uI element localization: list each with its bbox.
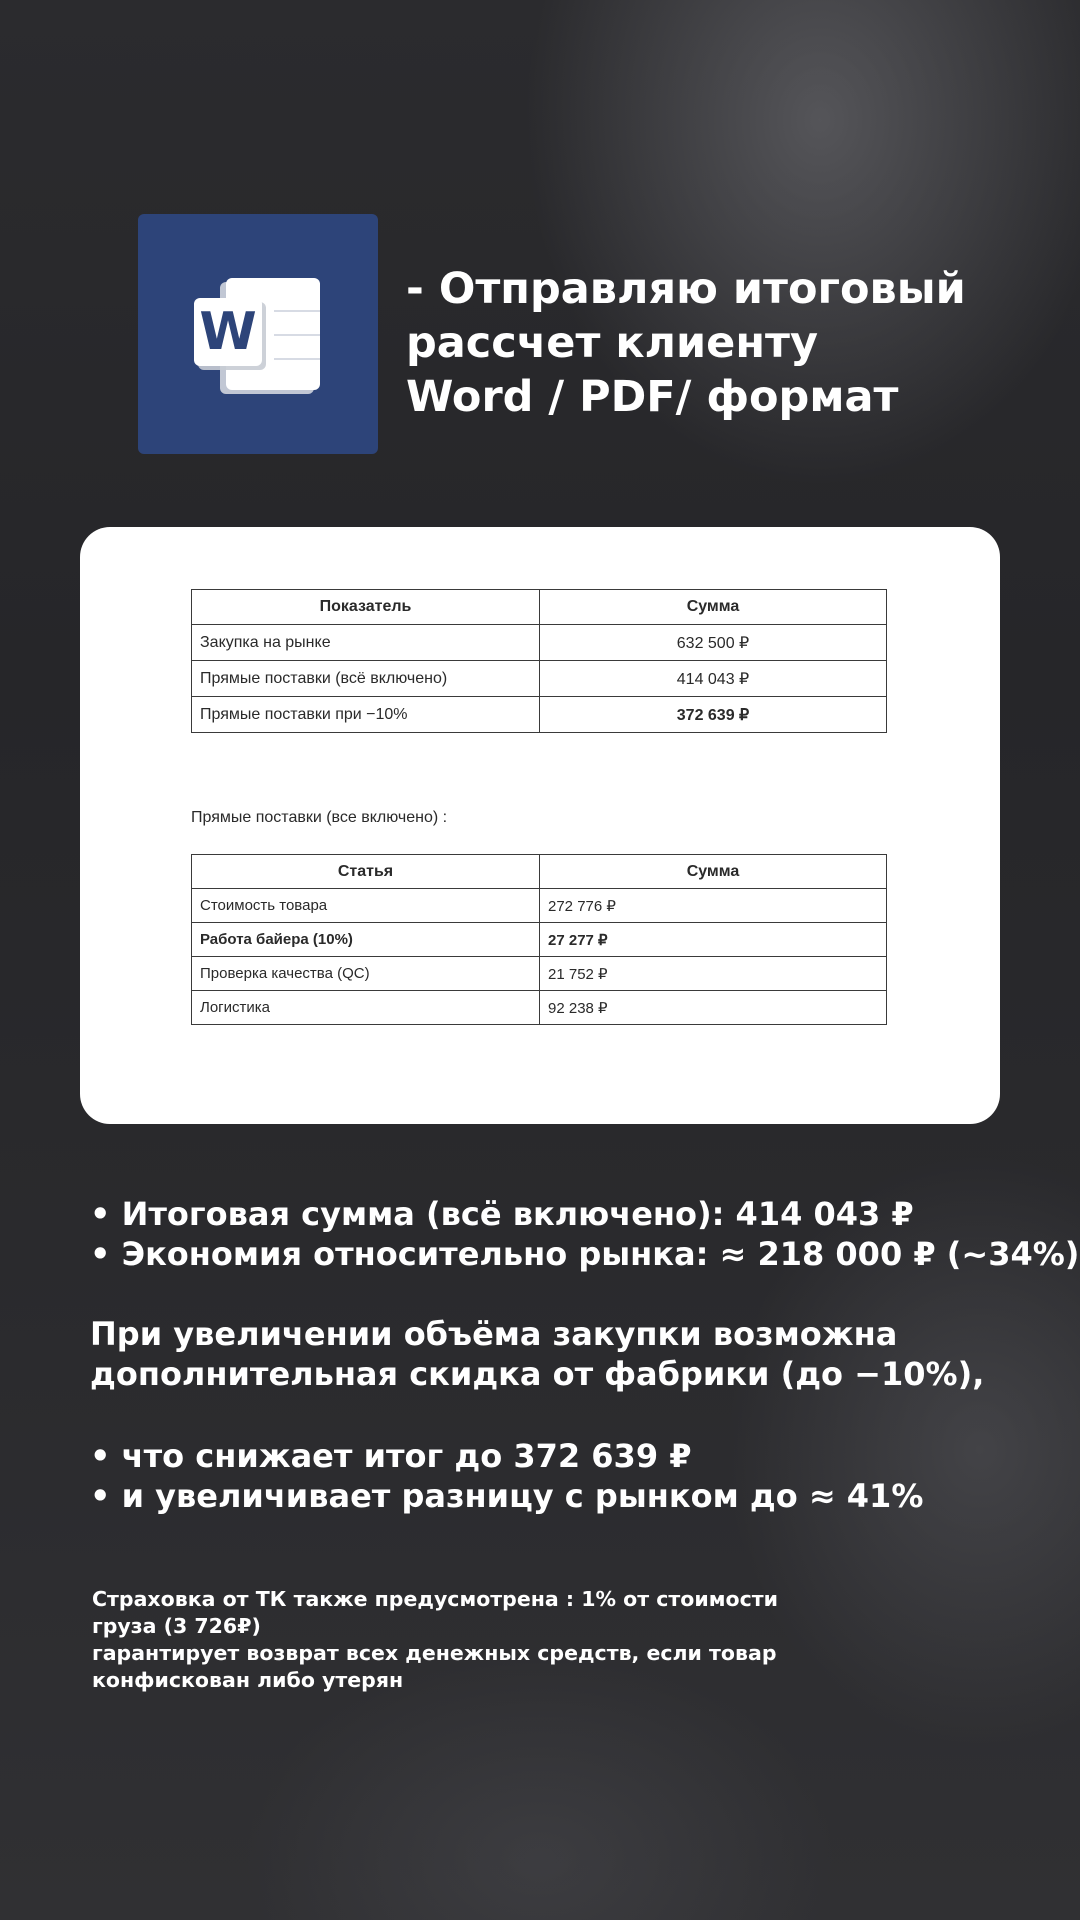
summary-table [191,589,887,733]
table-row [192,661,887,697]
table-header-row [192,590,887,625]
note-line: Страховка от ТК также предусмотрена : 1% от стоимости [92,1587,778,1611]
table-row [192,923,887,957]
table-row [192,697,887,733]
summary-bullets [90,1194,1080,1274]
table-cell: 21 752 ₽ [540,957,887,991]
table-cell: 92 238 ₽ [540,991,887,1025]
table-cell: Прямые поставки (всё включено) [192,661,540,697]
page-heading [406,262,1046,424]
table-cell: Логистика [192,991,540,1025]
note-line: груза (3 726₽) [92,1614,261,1638]
table-header: Сумма [540,590,887,625]
note-line: гарантирует возврат всех денежных средств, если товар [92,1641,777,1665]
table-row [192,625,887,661]
table-cell: Работа байера (10%) [192,923,540,957]
table-cell: 414 043 ₽ [540,661,887,697]
table-row [192,889,887,923]
heading-line: Word / PDF/ формат [406,372,899,422]
table-cell: Проверка качества (QC) [192,957,540,991]
table-cell: 27 277 ₽ [540,923,887,957]
bullet-item: • Итоговая сумма (всё включено): 414 043 ₽ [90,1195,914,1233]
paragraph-line: дополнительная скидка от фабрики (до −10%), [90,1355,985,1393]
table-cell: 632 500 ₽ [540,625,887,661]
bullet-item: • и увеличивает разницу с рынком до ≈ 41% [90,1477,924,1515]
table-header: Показатель [192,590,540,625]
document-preview [80,527,1000,1124]
bullet-item: • Экономия относительно рынка: ≈ 218 000 ₽ (~34%) [90,1235,1080,1273]
discount-bullets [90,1436,1050,1516]
bullet-item: • что снижает итог до 372 639 ₽ [90,1437,692,1475]
note-line: конфискован либо утерян [92,1668,404,1692]
articles-table [191,854,887,1025]
document-subtitle: Прямые поставки (все включено) : [191,809,448,826]
table-cell: 272 776 ₽ [540,889,887,923]
table-cell: Закупка на рынке [192,625,540,661]
table-header: Статья [192,855,540,889]
table-cell: Стоимость товара [192,889,540,923]
word-letter-badge: W [194,298,262,366]
table-row [192,991,887,1025]
table-cell: 372 639 ₽ [540,697,887,733]
table-header: Сумма [540,855,887,889]
word-icon [138,214,378,454]
paragraph-line: При увеличении объёма закупки возможна [90,1315,898,1353]
insurance-note [92,1586,852,1694]
heading-line: рассчет клиенту [406,318,818,368]
table-header-row [192,855,887,889]
table-row [192,957,887,991]
heading-line: - Отправляю итоговый [406,264,966,314]
discount-paragraph [90,1314,1050,1394]
table-cell: Прямые поставки при −10% [192,697,540,733]
